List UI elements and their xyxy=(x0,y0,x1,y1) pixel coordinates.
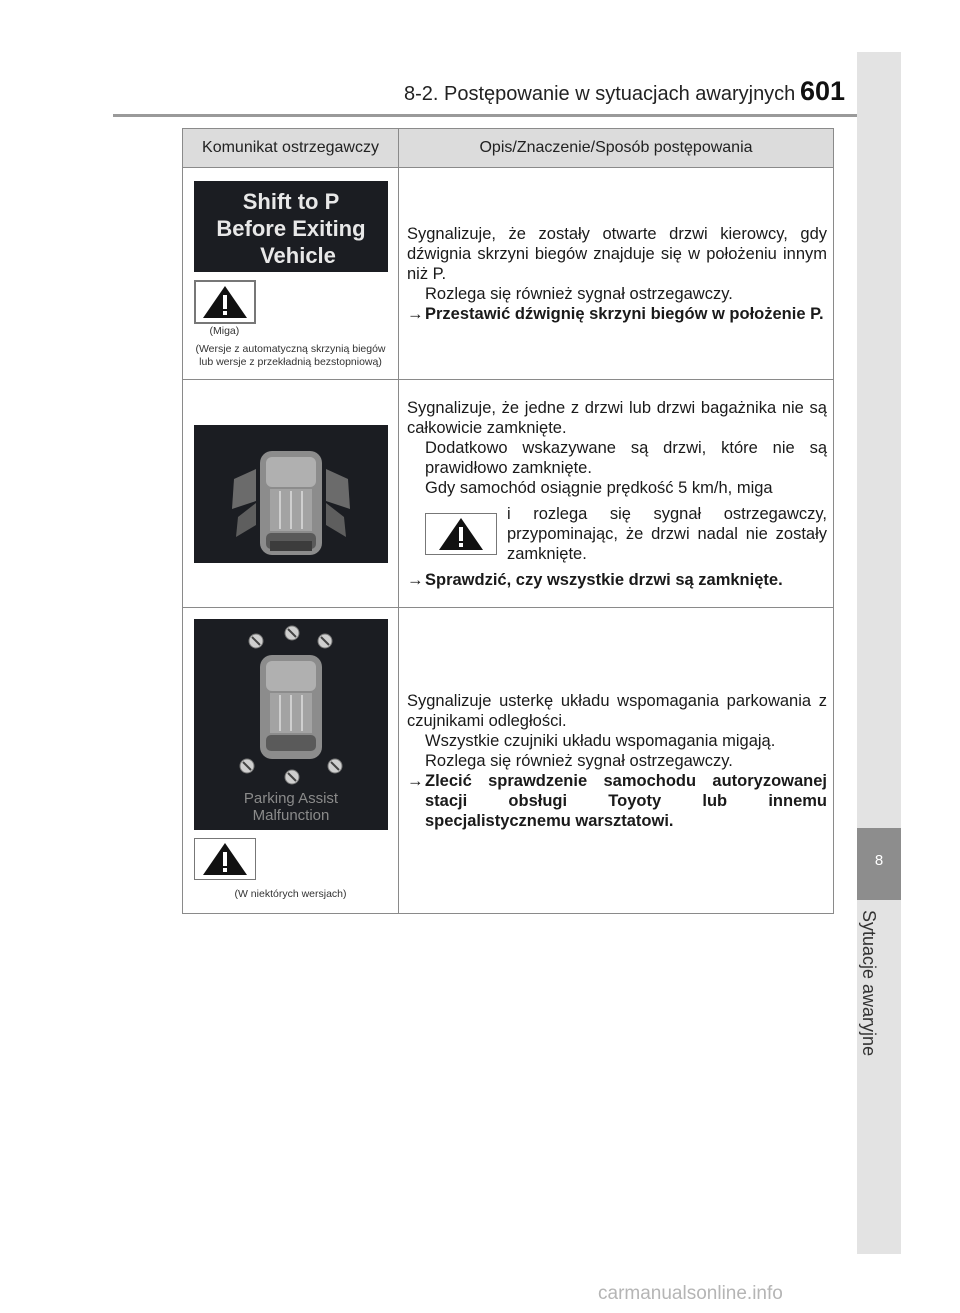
table-row xyxy=(183,608,834,914)
display-parking-assist xyxy=(194,619,388,830)
page-number: 601 xyxy=(800,76,846,106)
arrow-icon: → xyxy=(407,771,424,790)
warning-image-cell xyxy=(183,380,399,608)
chapter-number-tab[interactable]: 8 xyxy=(857,828,901,900)
screen-line-2: Malfunction xyxy=(252,806,329,824)
warning-image-cell xyxy=(183,168,399,380)
action-text: Zlecić sprawdzenie samochodu autoryzowanej stacji obsługi Toyoty lub innemu specjalistycznemu warsztatowi. xyxy=(425,771,827,830)
table-row xyxy=(183,380,834,608)
description-text: Rozlega się również sygnał ostrzegawczy. xyxy=(425,284,733,303)
version-note-line2: lub wersje z przekładnią bezstopniową) xyxy=(199,355,382,368)
description-text: i rozlega się sygnał ostrzegawczy, przypominając, że drzwi nadal nie zostały zamknięte. xyxy=(507,504,827,563)
warning-triangle-icon xyxy=(194,280,256,324)
warning-table xyxy=(182,128,834,914)
table-row xyxy=(183,168,834,380)
display-shift-to-p xyxy=(194,181,388,272)
shift-to-p-screen xyxy=(194,181,388,272)
screen-line-3: Vehicle xyxy=(259,242,336,268)
description-text: Wszystkie czujniki układu wspomagania migają. xyxy=(425,731,776,750)
chapter-label: Sytuacje awaryjne xyxy=(859,910,879,1057)
footer-watermark[interactable]: carmanualsonline.info xyxy=(598,1283,783,1304)
car-doors-open-icon xyxy=(194,425,388,563)
description-text: Sygnalizuje, że zostały otwarte drzwi kierowcy, gdy dźwignia skrzyni biegów znajduje się w położeniu innym niż P. xyxy=(407,224,827,283)
version-note-line1: (Wersje z automatyczną skrzynią biegów xyxy=(195,342,386,355)
blink-caption: (Miga) xyxy=(209,324,240,337)
side-tab xyxy=(857,52,901,828)
column-header-message: Komunikat ostrzegawczy xyxy=(183,129,399,168)
action-line xyxy=(407,771,827,831)
description-cell xyxy=(399,608,834,914)
header-rule xyxy=(113,114,857,117)
description-cell xyxy=(399,168,834,380)
description-text: Gdy samochód osiągnie prędkość 5 km/h, miga xyxy=(425,478,773,497)
description-text: Sygnalizuje usterkę układu wspomagania parkowania z czujnikami odległości. xyxy=(407,691,827,730)
column-header-description: Opis/Znaczenie/Sposób postępowania xyxy=(399,129,834,168)
action-line xyxy=(407,570,827,590)
description-text: Dodatkowo wskazywane są drzwi, które nie są prawidłowo zamknięte. xyxy=(425,438,827,477)
display-door-open xyxy=(194,425,388,563)
warning-image-cell xyxy=(183,608,399,914)
table-header-row xyxy=(183,129,834,168)
screen-line-2: Before Exiting xyxy=(215,215,366,241)
action-line xyxy=(407,304,827,324)
parking-sensors-screen xyxy=(194,619,388,830)
arrow-icon: → xyxy=(407,570,424,589)
version-note: (W niektórych wersjach) xyxy=(234,887,347,900)
description-cell xyxy=(399,380,834,608)
arrow-icon: → xyxy=(407,304,424,323)
screen-line-1: Parking Assist xyxy=(243,789,338,807)
section-title: 8-2. Postępowanie w sytuacjach awaryjnych xyxy=(404,83,796,105)
warning-triangle-icon xyxy=(194,838,256,880)
action-text: Przestawić dźwignię skrzyni biegów w położenie P. xyxy=(425,304,824,323)
screen-line-1: Shift to P xyxy=(242,188,339,214)
description-text: Sygnalizuje, że jedne z drzwi lub drzwi bagażnika nie są całkowicie zamknięte. xyxy=(407,398,827,437)
action-text: Sprawdzić, czy wszystkie drzwi są zamknięte. xyxy=(425,570,783,589)
description-text: Rozlega się również sygnał ostrzegawczy. xyxy=(425,751,733,770)
warning-triangle-icon xyxy=(425,513,497,555)
